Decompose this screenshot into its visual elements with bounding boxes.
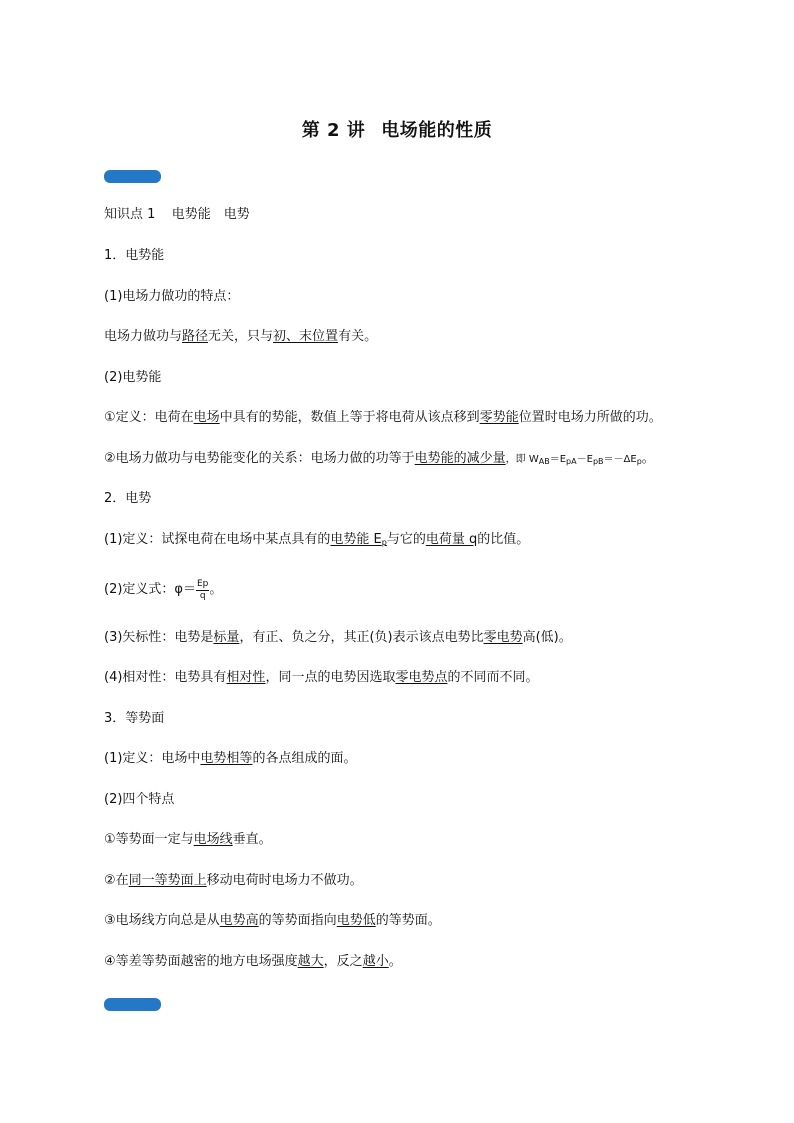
- blank-answer: 电势相等: [200, 751, 253, 766]
- blank-answer: 零电势: [483, 630, 523, 645]
- s1-definition: ①定义：电荷在电场中具有的势能，数值上等于将电荷从该点移到零势能位置时电场力所做的功。: [104, 410, 662, 425]
- s1-sub1: (1)电场力做功的特点：: [104, 289, 240, 304]
- s3-feature-1: ①等势面一定与电场线垂直。: [104, 832, 272, 847]
- s3-feature-2: ②在同一等势面上移动电荷时电场力不做功。: [104, 873, 363, 888]
- knowledge-point-label: 知识点 1: [104, 207, 156, 222]
- blank-answer: 初、末位置: [273, 329, 339, 344]
- s2-vector-scalar: (3)矢标性：电势是标量，有正、负之分，其正(负)表示该点电势比零电势高(低)。: [104, 630, 572, 645]
- s1-sub2: (2)电势能: [104, 370, 162, 385]
- s2-formula: (2)定义式：φ＝ $\frac{Ep}{q}$ 。: [104, 579, 223, 601]
- title-topic: 电场能的性质: [381, 120, 493, 141]
- blank-answer: 电势低: [336, 913, 376, 928]
- blank-answer: 电场线: [193, 832, 233, 847]
- formula-fraction: $\frac{Ep}{q}$: [197, 579, 209, 601]
- blank-answer: 相对性: [226, 670, 266, 685]
- blank-answer: 电势高: [219, 913, 259, 928]
- blank-answer: 越大: [297, 954, 324, 969]
- knowledge-point-heading: [104, 205, 250, 225]
- blank-answer: 电势能 $E_p$: [330, 532, 387, 547]
- s2-heading: 2．电势: [104, 491, 152, 506]
- s2-relativity: (4)相对性：电势具有相对性，同一点的电势因选取零电势点的不同而不同。: [104, 670, 539, 685]
- s3-feature-4: ④等差等势面越密的地方电场强度越大，反之越小。: [104, 954, 402, 969]
- s1-relation: ②电场力做功与电势能变化的关系：电场力做的功等于电势能的减少量，即 $W_{AB}=E_{pA}-E_{pB}=-\Delta E_p$。: [104, 451, 655, 466]
- section-marker-bar: [104, 998, 161, 1011]
- section-marker-bar: [104, 170, 161, 183]
- blank-answer: 标量: [213, 630, 240, 645]
- s1-heading: 1．电势能: [104, 248, 165, 263]
- page-title: [0, 116, 794, 142]
- blank-answer: 电势能的减少量: [414, 451, 506, 466]
- blank-answer: 越小: [362, 954, 389, 969]
- s3-sub: (2)四个特点: [104, 792, 175, 807]
- blank-answer: 零势能: [479, 410, 519, 425]
- blank-answer: 电荷量 q: [425, 532, 478, 547]
- blank-answer: 同一等势面上: [128, 873, 207, 888]
- blank-answer: 路径: [182, 329, 209, 344]
- title-lecture-number: 第 2 讲: [301, 120, 366, 141]
- s2-definition: (1)定义：试探电荷在电场中某点具有的电势能 $E_p$与它的电荷量 q的比值。: [104, 532, 530, 547]
- s3-heading: 3．等势面: [104, 711, 165, 726]
- s1-work-feature: 电场力做功与路径无关，只与初、末位置有关。: [104, 329, 378, 344]
- knowledge-point-topic: 电势能 电势: [171, 207, 250, 222]
- blank-answer: 零电势点: [395, 670, 448, 685]
- blank-answer: 电场: [193, 410, 220, 425]
- s3-definition: (1)定义：电场中电势相等的各点组成的面。: [104, 751, 357, 766]
- s3-feature-3: ③电场线方向总是从电势高的等势面指向电势低的等势面。: [104, 913, 441, 928]
